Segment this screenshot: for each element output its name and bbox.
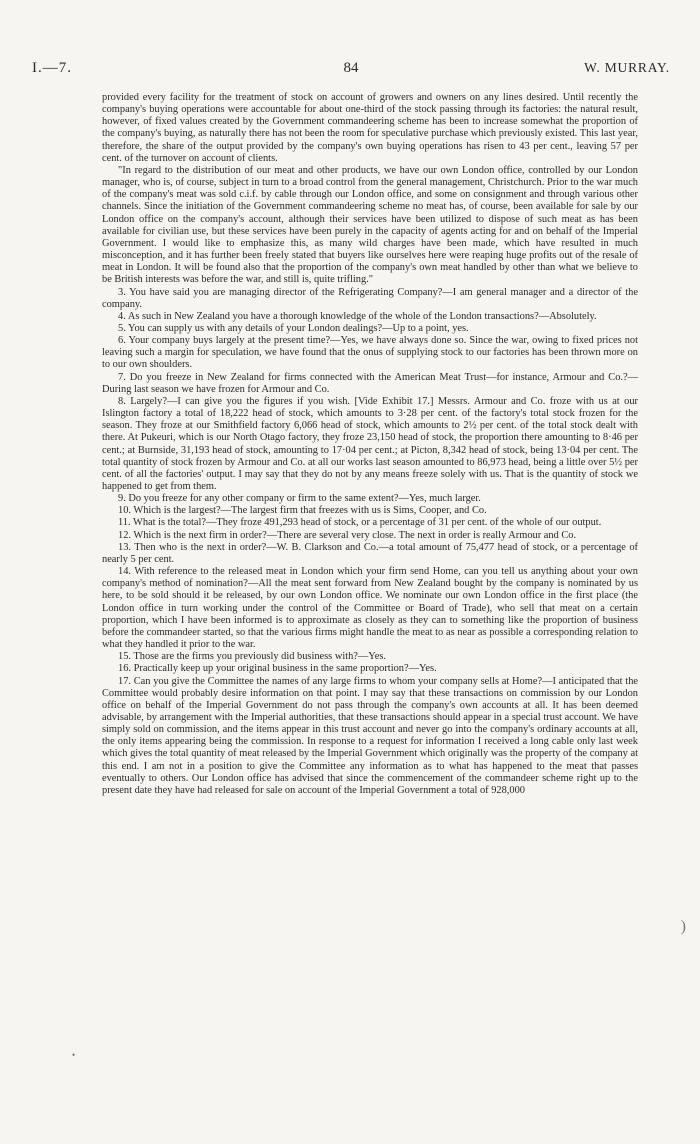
paragraph: 11. What is the total?—They froze 491,293 head of stock, or a percentage of 31 per cent. of the whole of our output. xyxy=(118,517,602,529)
paragraph: 3. You have said you are managing director of the Refrigerating Company?—I am general manager and a director of the company. xyxy=(102,286,638,310)
scan-edge-mark: ) xyxy=(680,918,686,935)
paragraph: 9. Do you freeze for any other company or firm to the same extent?—Yes, much larger. xyxy=(118,493,481,505)
paragraph: 8. Largely?—I can give you the figures if you wish. [Vide Exhibit 17.] Messrs. Armour and Co. froze with us at our Islington factory a total of 18,222 head of stock, which amounts to 3·28 per cent. of the factory's total stock frozen for the season. They froze at our Smithfield factory 6,066 head of stock, which amounts to 2½ per cent. of the total stock dealt with there. At Pukeuri, which is our North Otago factory, they froze 23,150 head of stock, the proportion there amounting to 8·46 per cent.; at Burnside, 31,193 head of stock, amounting to 17·04 per cent.; at Picton, 8,342 head of stock, being 13·04 per cent. The total quantity of stock frozen by Armour and Co. at all our works last season amounted to 86,973 head, being a little over 5½ per cent. of all the factories' output. I may say that they do not by any means freeze solely with us. That is the quantity of stock we happened to get from them. xyxy=(102,395,638,492)
paragraph: 7. Do you freeze in New Zealand for firms connected with the American Meat Trust—for instance, Armour and Co.?—During last season we have frozen for Armour and Co. xyxy=(102,371,638,395)
paragraph: 15. Those are the firms you previously did business with?—Yes. xyxy=(118,651,387,663)
paragraph: 13. Then who is the next in order?—W. B. Clarkson and Co.—a total amount of 75,477 head of stock, or a percentage of nearly 5 per cent. xyxy=(102,541,638,565)
page-header xyxy=(32,60,670,82)
paragraph: 10. Which is the largest?—The largest firm that freezes with us is Sims, Cooper, and Co. xyxy=(118,505,487,517)
paragraph: 17. Can you give the Committee the names of any large firms to whom your company sells at Home?—I anticipated that the Committee would probably desire information on that point. I may say that these transactions on commission by our London office on behalf of the Imperial Government do not pass through the company's own accounts at all. It has been deemed advisable, by arrangement with the Imperial authorities, that these transactions should appear in a special trust account. We have simply sold on commission, and the items appear in this trust account and never go into the company's ordinary accounts at all, the only items appearing being the commission. In response to a request for information I received a long cable only last week which gives the total quantity of meat released by the Imperial Government which originally was the property of the company at this end. I am not in a position to give the Committee any information as to what has happened to the meat that passes eventually to others. Our London office has advised that since the commencement of the commandeer scheme right up to the present date they have had released for sale on account of the Imperial Government a total of 928,000 xyxy=(102,675,638,796)
paragraph: 6. Your company buys largely at the present time?—Yes, we have always done so. Since the war, owing to fixed prices not leaving such a margin for speculation, we have found that the onus of supplying stock to our factories has been thrown more on to our own shoulders. xyxy=(102,335,638,371)
scan-speck: • xyxy=(72,1050,76,1060)
body-text xyxy=(102,92,638,797)
paragraph: "In regard to the distribution of our meat and other products, we have our own London office, controlled by our London manager, who is, of course, subject in turn to a broad control from the general management, Christchurch. Prior to the war much of the company's meat was sold c.i.f. by cable through our London office, and some on consignment and through various other channels. Since the initiation of the Government commandeering scheme no meat has, of course, been available for sale by our London office on the company's account, although their services have been utilized to dispose of such meat as has been available for civilian use, but these services have been purely in the capacity of agents acting for and on behalf of the Imperial Government. I would like to emphasize this, as many wild charges have been made, which have resulted in much misconception, and it has further been freely stated that buyers like ourselves here were reaping huge profits out of the resale of meat in London. It will be found also that the proportion of the company's own meat handled by other than what we believe to be British interests was before the war, and still is, quite trifling." xyxy=(102,164,638,286)
paragraph: 12. Which is the next firm in order?—There are several very close. The next in order is really Armour and Co. xyxy=(118,529,577,541)
document-reference: I.—7. xyxy=(32,60,72,76)
page-number: 84 xyxy=(343,60,359,76)
paragraph: 4. As such in New Zealand you have a thorough knowledge of the whole of the London transactions?—Absolutely. xyxy=(118,310,597,322)
paragraph: provided every facility for the treatment of stock on account of growers and owners on any lines desired. Until recently the company's buying operations were accountable for about one-third of the stock passing through its factories: the natural result, however, of fixed values created by the Government commandeering scheme has been to increase somewhat the proportion of the company's buying, as naturally there has not been the room for speculative purchase which previously existed. This last year, therefore, the share of the output provided by the company's own buying operations has risen to 43 per cent., leaving 57 per cent. of the turnover on account of clients. xyxy=(102,92,638,164)
witness-name: W. MURRAY. xyxy=(584,60,670,75)
paragraph: 14. With reference to the released meat in London which your firm send Home, can you tell us anything about your own company's method of nomination?—All the meat sent forward from New Zealand bought by the company is nominated by us here, to be sold should it be released, by our own London office. We nominate our own London office in the first place (the London office in turn working under the control of the Committee or Board of Trade), who sell that meat on a certain proportion, which I have been informed is to approximate as closely as they can to something like the proportion of business before the commandeer started, so that the various firms might handle the meat to as near as possible a corresponding relation to what they handled it prior to the war. xyxy=(102,566,638,651)
paragraph: 5. You can supply us with any details of your London dealings?—Up to a point, yes. xyxy=(118,322,469,334)
paragraph: 16. Practically keep up your original business in the same proportion?—Yes. xyxy=(118,663,437,675)
